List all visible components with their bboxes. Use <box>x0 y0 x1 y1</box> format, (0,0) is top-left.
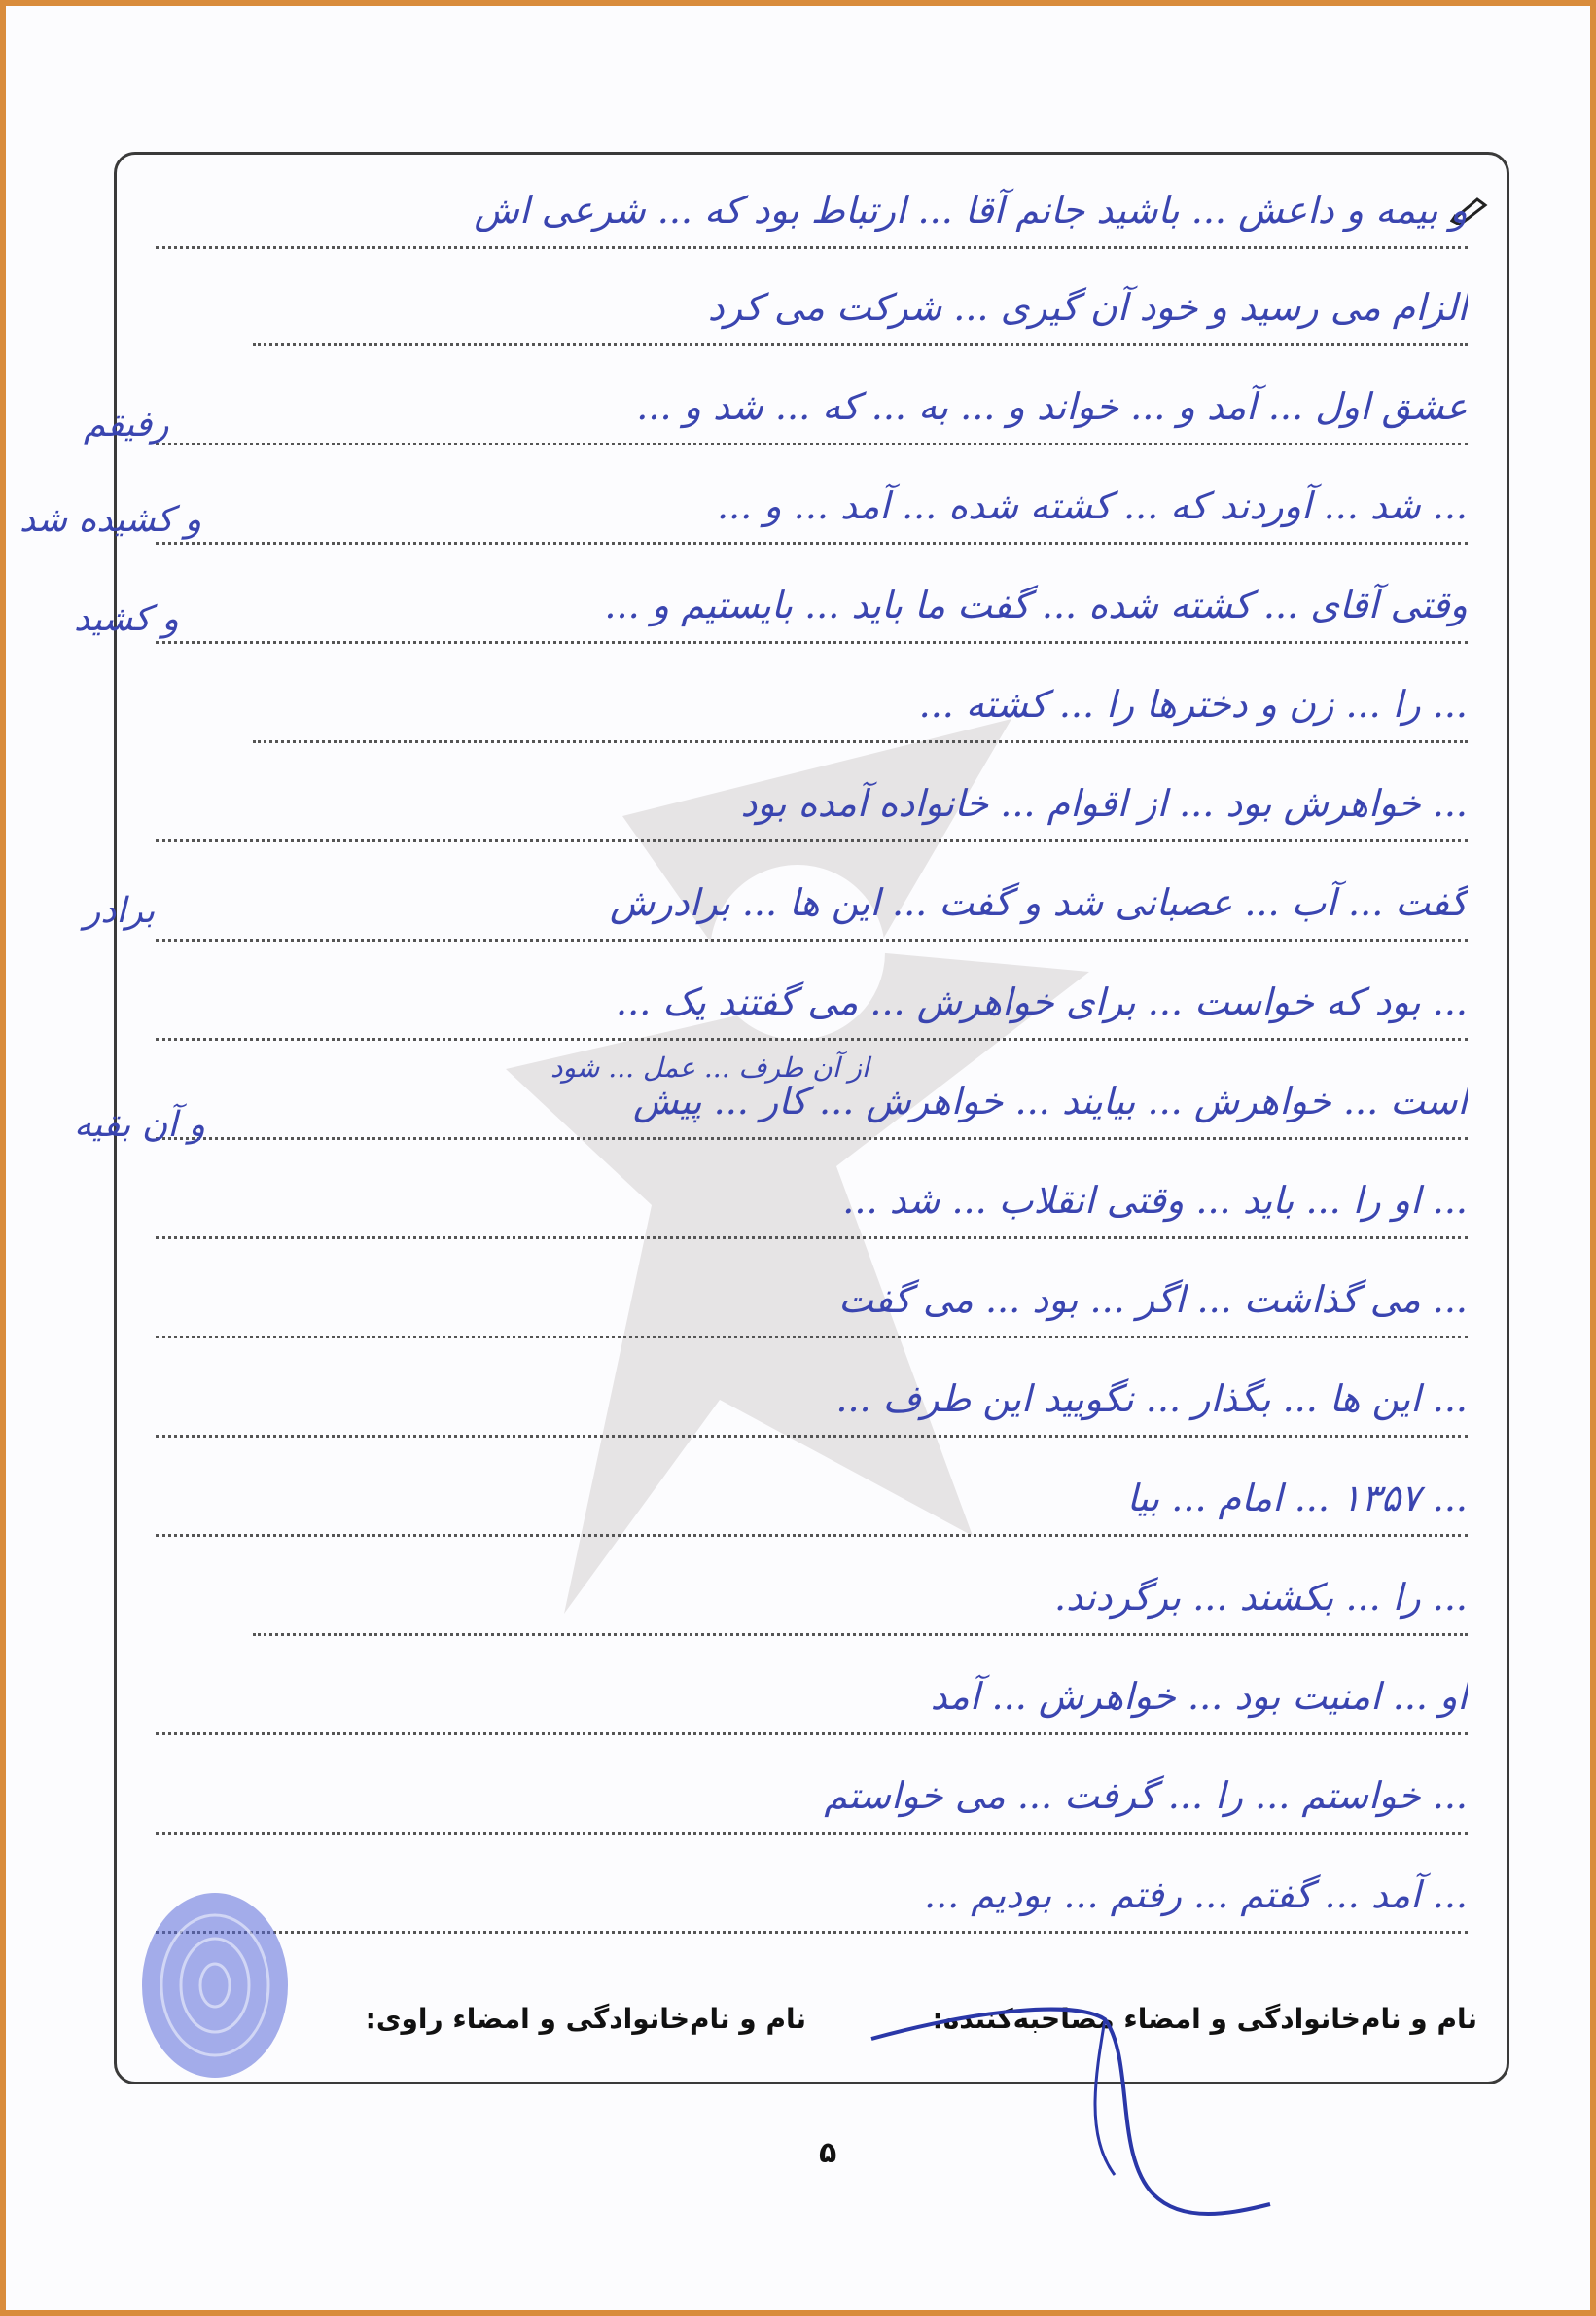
margin-note: رفیقم <box>84 405 169 445</box>
handwritten-line: وقتی آقای ... کشته شده ... گفت ما باید ... بایستیم و ... <box>156 569 1468 644</box>
handwritten-line: او ... امنیت بود ... خواهرش ... آمد <box>156 1660 1468 1735</box>
margin-note: برادر <box>84 891 156 931</box>
page-number: ۵ <box>819 2136 837 2170</box>
handwritten-line: ... شد ... آوردند که ... کشته شده ... آمد ... و ... <box>156 470 1468 545</box>
margin-note: و آن بقیه <box>74 1105 206 1145</box>
handwritten-line: ... را ... زن و دخترها را ... کشته ... <box>253 668 1468 743</box>
margin-note: و کشید <box>74 599 179 639</box>
handwritten-line: ... می گذاشت ... اگر ... بود ... می گفت <box>156 1264 1468 1338</box>
handwritten-line: ... بود که خواست ... برای خواهرش ... می گفتند یک ... <box>156 966 1468 1041</box>
handwritten-line: است ... خواهرش ... بیایند ... خواهرش ... کار ... پیش <box>156 1065 1468 1140</box>
margin-note: و کشیده شد <box>19 500 202 540</box>
handwritten-line: ... را ... بکشند ... برگردند. <box>253 1561 1468 1636</box>
handwritten-line: ... او را ... باید ... وقتی انقلاب ... شد ... <box>156 1164 1468 1239</box>
narrator-signature-label: نام و نام‌خانوادگی و امضاء راوی: <box>365 2003 806 2035</box>
handwritten-line: الزام می رسید و خود آن گیری ... شرکت می کرد <box>253 271 1468 346</box>
handwritten-line: ... این ها ... بگذار ... نگویید این طرف ... <box>156 1363 1468 1438</box>
signature <box>862 2000 1309 2233</box>
handwritten-line: ... خواستم ... را ... گرفت ... می خواستم <box>156 1760 1468 1835</box>
interviewer-signature-label: نام و نام‌خانوادگی و امضاء مصاحبه‌کننده: <box>932 2003 1477 2035</box>
handwritten-line: ... آمد ... گفتم ... رفتم ... بودیم ... <box>156 1859 1468 1934</box>
page-frame <box>114 152 1509 2084</box>
fingerprint-stamp <box>132 1883 298 2087</box>
handwritten-body <box>117 155 1507 2082</box>
margin-note: از آن طرف ... عمل ... شود <box>550 1051 869 1084</box>
handwritten-line: عشق اول ... آمد و ... خواند و ... به ... که ... شد و ... <box>156 371 1468 445</box>
handwritten-line: گفت ... آب ... عصبانی شد و گفت ... این ها ... برادرش <box>156 867 1468 942</box>
handwritten-line: ... ۱۳۵۷ ... امام ... بیا <box>156 1462 1468 1537</box>
handwritten-line: ... خواهرش بود ... از اقوام ... خانواده آمده بود <box>156 767 1468 842</box>
handwritten-line: و بیمه و داعش ... باشید جانم آقا ... ارتباط بود که ... شرعی اش <box>156 174 1468 249</box>
document-page <box>6 6 1590 2310</box>
